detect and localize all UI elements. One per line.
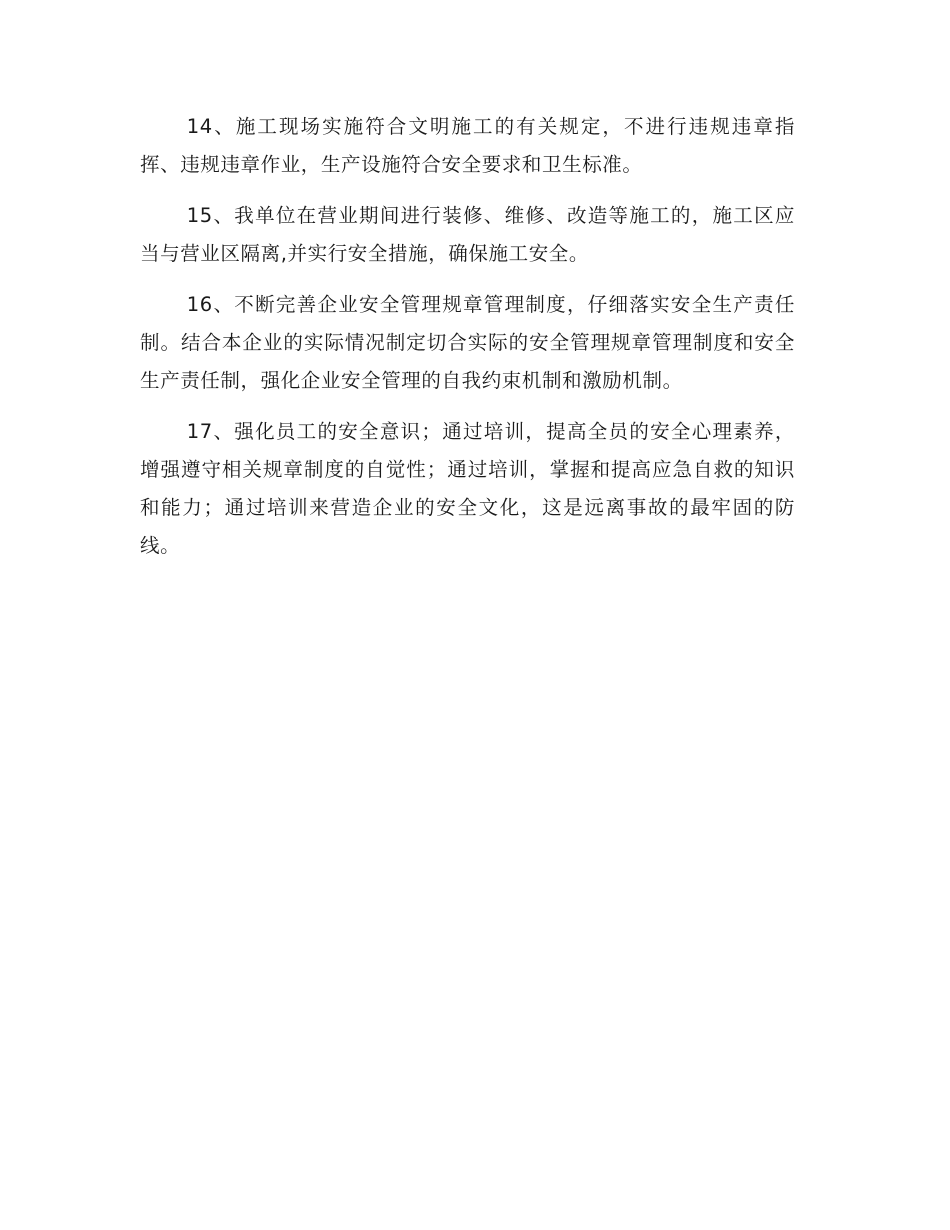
paragraph-16: 16、不断完善企业安全管理规章管理制度，仔细落实安全生产责任制。结合本企业的实际情况制定切合实际的安全管理规章管理制度和安全生产责任制，强化企业安全管理的自我约束机制和激励机制。 [140, 293, 795, 392]
paragraph-14: 14、施工现场实施符合文明施工的有关规定，不进行违规违章指挥、违规违章作业，生产设施符合安全要求和卫生标准。 [140, 115, 795, 176]
document-body [140, 108, 795, 578]
paragraph-17: 17、强化员工的安全意识；通过培训，提高全员的安全心理素养，增强遵守相关规章制度的自觉性；通过培训，掌握和提高应急自救的知识和能力；通过培训来营造企业的安全文化，这是远离事故的最牢固的防线。 [140, 420, 795, 557]
paragraph-15: 15、我单位在营业期间进行装修、维修、改造等施工的，施工区应当与营业区隔离,并实行安全措施，确保施工安全。 [140, 204, 795, 265]
